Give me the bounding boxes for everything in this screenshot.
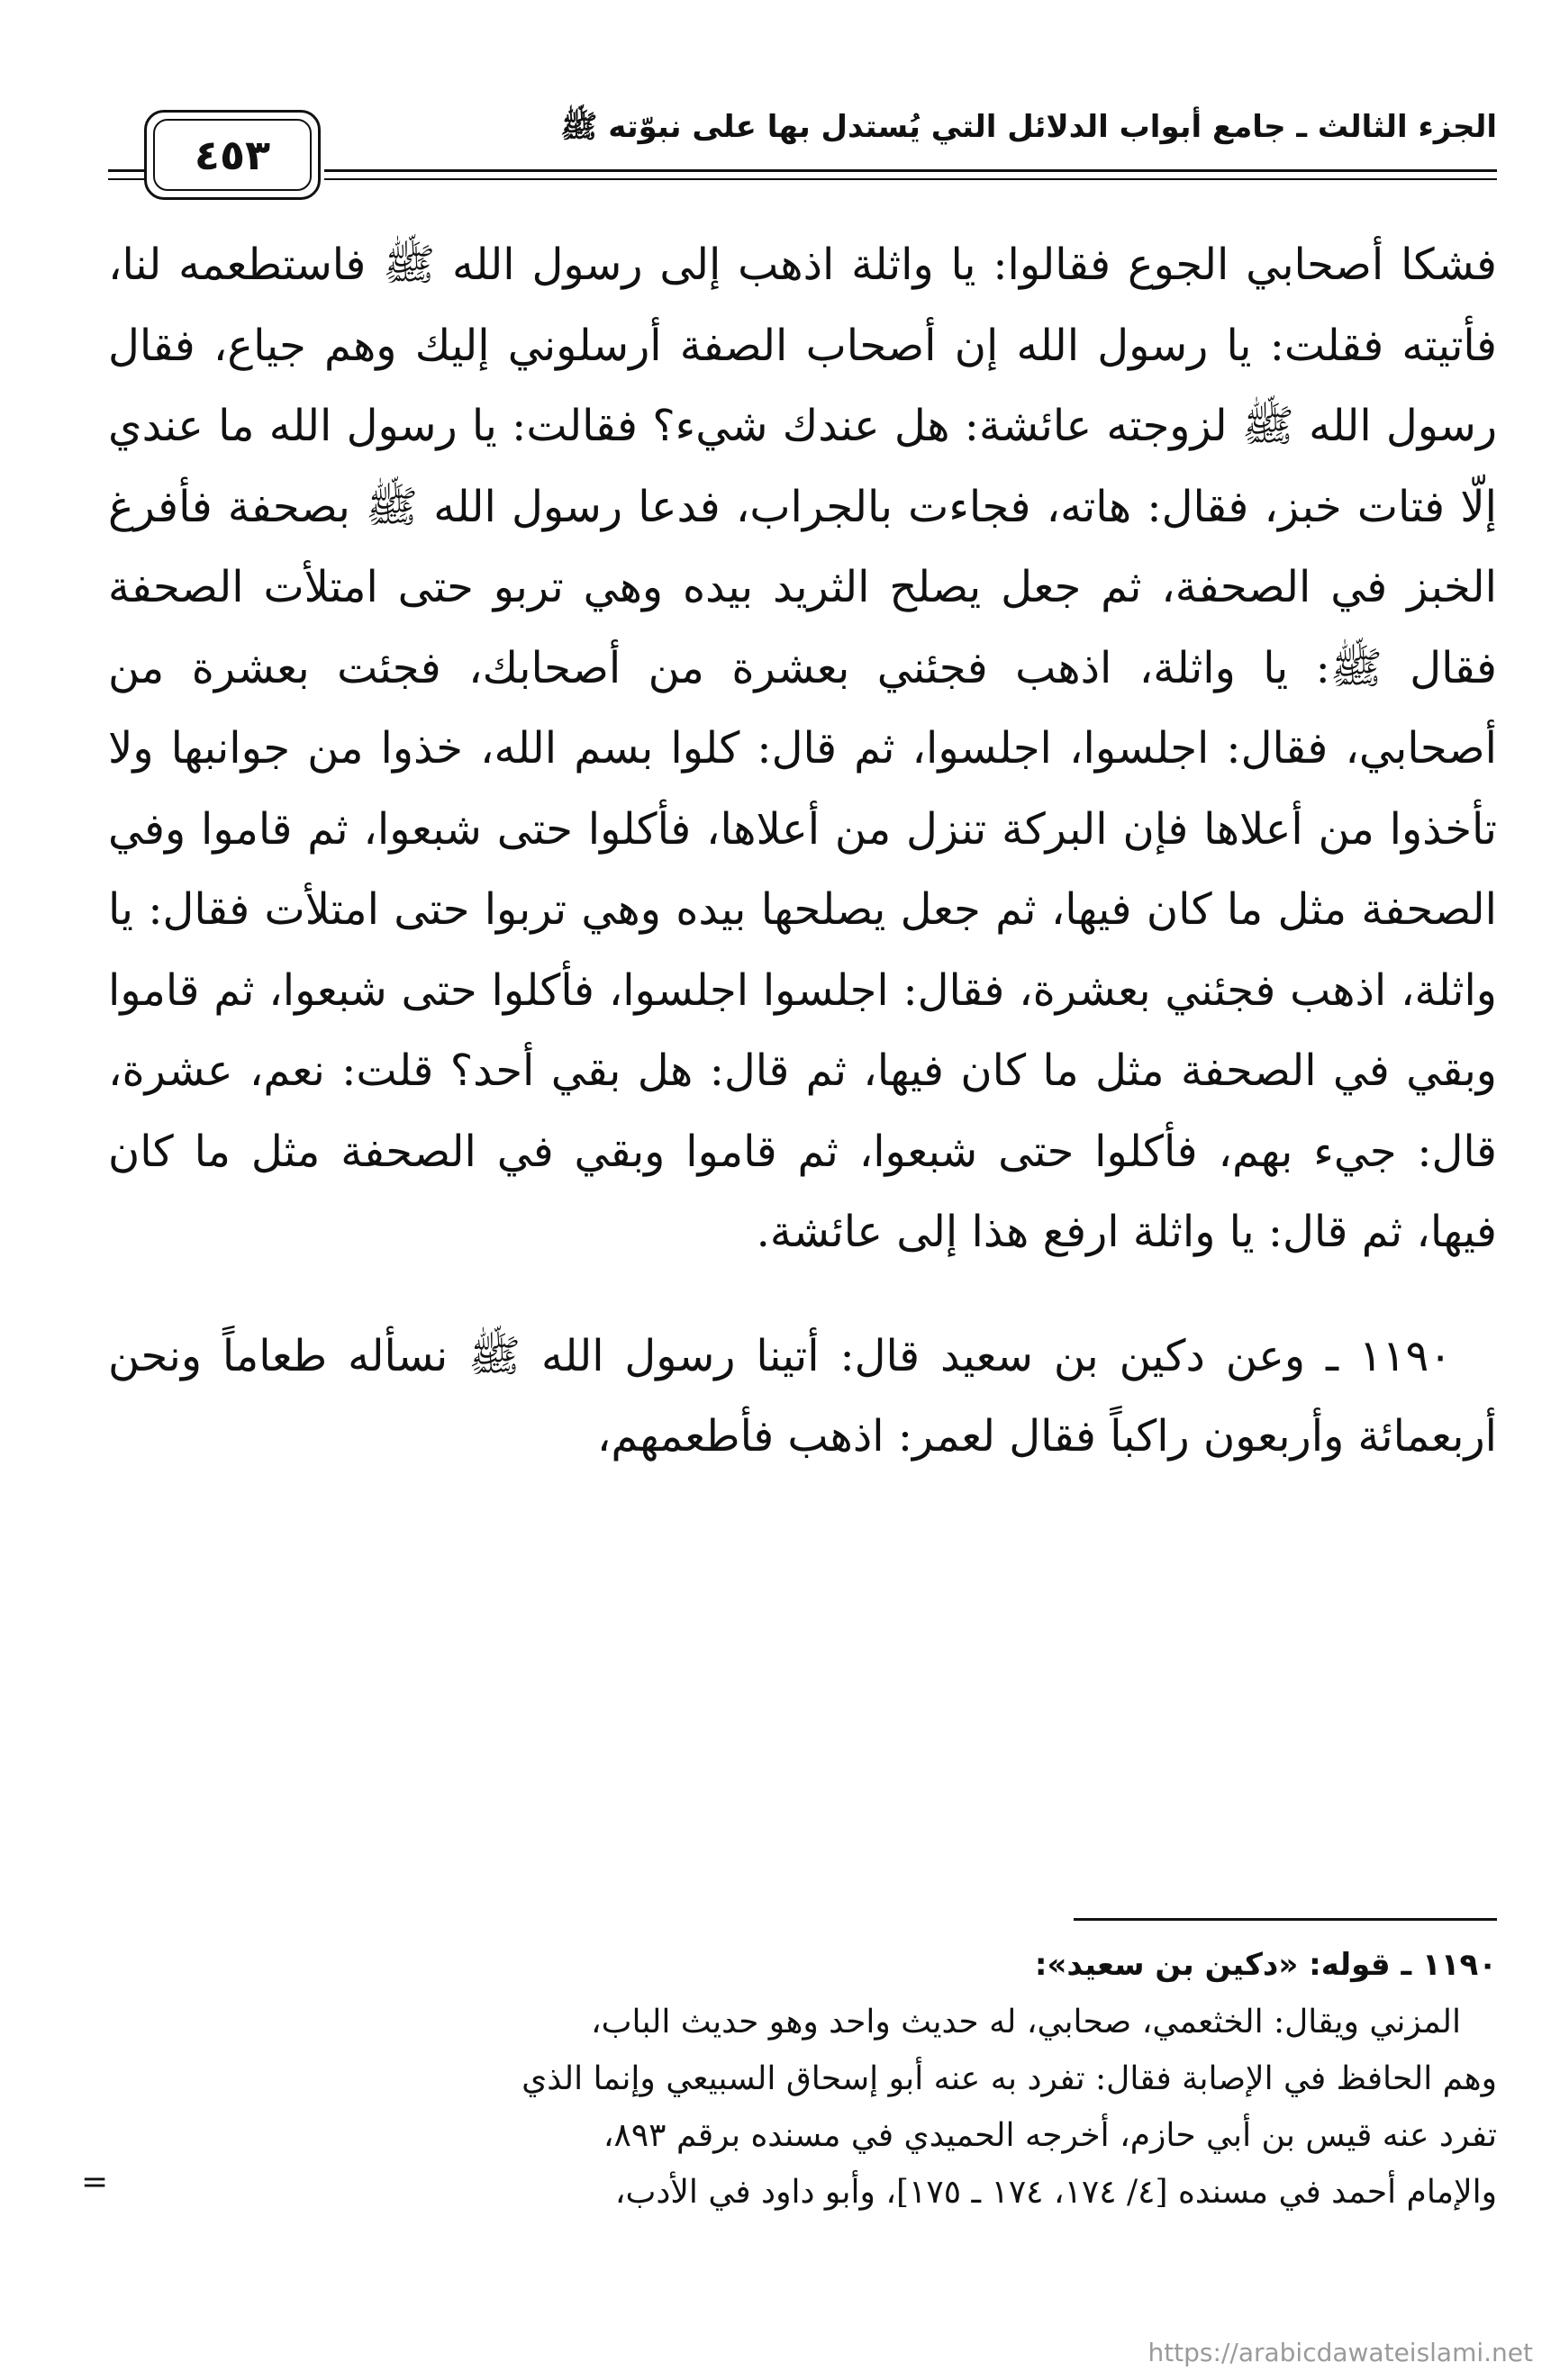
page-number: ٤٥٣ (153, 119, 312, 191)
footnote-line: المزني ويقال: الخثعمي، صحابي، له حديث واحد وهو حديث الباب، (591, 2004, 1461, 2041)
footnote-heading: ١١٩٠ ـ قوله: «دكين بن سعيد»: (1034, 1947, 1497, 1983)
footnote-line: والإمام أحمد في مسنده [٤/ ١٧٤، ١٧٤ ـ ١٧٥]، وأبو داود في الأدب، (614, 2174, 1497, 2211)
header-rule-top (324, 169, 1497, 172)
running-head: الجزء الثالث ـ جامع أبواب الدلائل التي يُستدل بها على نبوّته ﷺ (560, 109, 1497, 145)
hadith-paragraph: فشكا أصحابي الجوع فقالوا: يا واثلة اذهب إلى رسول الله ﷺ فاستطعمه لنا، فأتيته فقلت: يا رسول الله إن أصحاب الصفة أرسلوني إليك وهم جياع، فقال رسول الله ﷺ لزوجته عائشة: هل عندك شيء؟ فقالت: يا رسول الله ما عندي إلّا فتات خبز، فقال: هاته، فجاءت بالجراب، فدعا رسول الله ﷺ بصحفة فأفرغ الخبز في الصحفة، ثم جعل يصلح الثريد بيده وهي تربو حتى امتلأت الصحفة فقال ﷺ: يا واثلة، اذهب فجئني بعشرة من أصحابك، فجئت بعشرة من أصحابي، فقال: اجلسوا، اجلسوا، ثم قال: كلوا بسم الله، خذوا من جوانبها ولا تأخذوا من أعلاها فإن البركة تنزل من أعلاها، فأكلوا حتى شبعوا، ثم قاموا وفي الصحفة مثل ما كان فيها، ثم جعل يصلحها بيده وهي تربوا حتى امتلأت فقال: يا واثلة، اذهب فجئني بعشرة، فقال: اجلسوا اجلسوا، فأكلوا حتى شبعوا، ثم قاموا وبقي في الصحفة مثل ما كان فيها، ثم قال: هل بقي أحد؟ قلت: نعم، عشرة، قال: جيء بهم، فأكلوا حتى شبعوا، ثم قاموا وبقي في الصحفة مثل ما كان فيها، ثم قال: يا واثلة ارفع هذا إلى عائشة. (108, 240, 1498, 1257)
header-rule-left-top (108, 169, 144, 172)
footnote-separator (1074, 1918, 1497, 1921)
page-header (108, 99, 1497, 198)
footnote-line: وهم الحافظ في الإصابة فقال: تفرد به عنه أبو إسحاق السبيعي وإنما الذي (522, 2060, 1497, 2097)
main-text (108, 225, 1497, 1478)
footnote-last-line (81, 2164, 1497, 2221)
footnote (81, 1936, 1497, 2221)
hadith-paragraph-1190: ١١٩٠ ـ وعن دكين بن سعيد قال: أتينا رسول الله ﷺ نسأله طعاماً ونحن أربعمائة وأربعون راكباً فقال لعمر: اذهب فأطعمهم، (108, 1330, 1497, 1461)
footnote-line: تفرد عنه قيس بن أبي حازم، أخرجه الحميدي في مسنده برقم ٨٩٣، (603, 2117, 1497, 2154)
continuation-mark: = (81, 2164, 109, 2201)
page-number-frame (144, 110, 321, 200)
header-rule-left-bottom (108, 178, 144, 180)
header-rule-bottom (324, 178, 1497, 180)
watermark-url: https://arabicdawateislami.net (1147, 2338, 1533, 2367)
